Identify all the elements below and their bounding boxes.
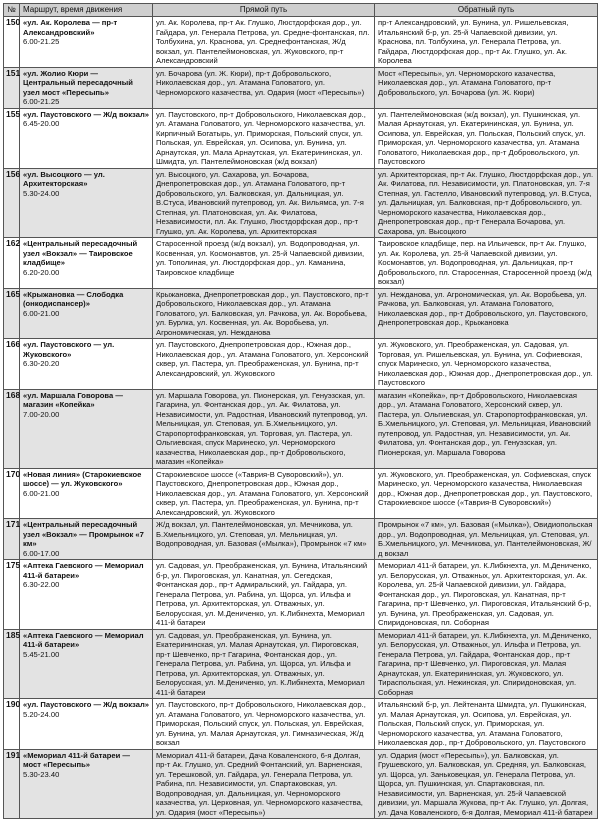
route-name: «Аптека Гаевского — Мемориал 411-й батареи» [23, 630, 144, 649]
route-number: 171 [4, 519, 20, 560]
route-cell [20, 108, 153, 168]
forward-path: ул. Высоцкого, ул. Сахарова, ул. Бочарова, Днепропетровская дор., ул. Атамана Головатого, пр-т Добровольского, ул. Балковская, ул. Дальницкая, ул. В.Стуса, Ивановский путепровод, ул. Ак. Вильямса, ул. 7-я Степная, ул. Платоновская, ул. Ак. Филатова, Независимости, пл. Ак. Глушко, Люстдорфская дор., пр-т Глушко, ул. Ак. Королева, ул. Архитекторская [153, 168, 375, 238]
back-path: магазин «Копейка», пр-т Добровольского, Николаевская дор., ул. Атамана Головатого, Херсонский сквер, ул. Пастера, ул. Ольгиевская, ул. Старопортофранковская, ул. Б.Хмельницкого, ул. Степовая, ул. Мельницкая, Ивановский путепровод, ул. Радостная, ул. Независимости, ул. Ак. Филатова, ул. Фонтанская дор., ул. Генуэзская, ул. Пионерская, ул. Маршала Говорова [375, 389, 598, 468]
route-number: 175 [4, 560, 20, 630]
route-name: «ул. Паустовского — Ж/д вокзал» [23, 109, 149, 119]
route-name: «Аптека Гаевского — Мемориал 411-й батареи» [23, 561, 144, 580]
route-number: 156 [4, 168, 20, 238]
route-time: 6.00-21.00 [23, 488, 60, 498]
route-time: 6.45-20.00 [23, 119, 60, 128]
forward-path: ул. Маршала Говорова, ул. Пионерская, ул. Генуэзская, ул. Гагарина, ул. Фонтанская дор., ул. Ак. Филатова, ул. Независимости, ул. Радостная, Ивановский путепровод, ул. Мельницкая, ул. Степовая, ул. Б.Хмельницкого, ул. Старопортофранковская, ул. Торговая, ул. Пастера, ул. Ольгиевская, спуск Маринеско, ул. Черноморского казачества, Николаевская дор., пр-т Добровольского, магазин «Копейка» [153, 389, 375, 468]
back-path: Мост «Пересыпь», ул. Черноморского казачества, Николаевская дор., ул. Атамана Головатого, пр-т Добровольского, ул. Бочарова (ул. Ж. Кюри) [375, 67, 598, 108]
header-forward: Прямой путь [153, 4, 375, 17]
route-time: 6.00-21.00 [23, 308, 60, 318]
route-time: 6.00-17.00 [23, 548, 60, 558]
table-row [4, 699, 598, 750]
table-body [4, 17, 598, 819]
table-row [4, 67, 598, 108]
route-cell [20, 629, 153, 699]
route-time: 6.30-22.00 [23, 580, 60, 589]
back-path: Итальянский б-р, ул. Лейтенанта Шмидта, ул. Пушкинская, ул. Малая Арнаутская, ул. Осипова, ул. Еврейская, ул. Польская, Польский спуск, ул. Приморская, ул. Черноморского казачества, ул. Атамана Головатого, Николаевская дор., пр-т Добровольского, ул. Паустовского [375, 699, 598, 750]
route-cell [20, 519, 153, 560]
forward-path: Старокиевское шоссе («Таврия-В Суворовский»), ул. Паустовского, Днепропетровская дор., Южная дор., Николаевская дор., ул. Атамана Головатого, ул. Херсонский сквер, ул. Пастера, ул. Преображенская, ул. Бунина, пр-т Александровский, ул. Жуковского [153, 468, 375, 519]
table-header-row [4, 4, 598, 17]
route-time: 5.45-21.00 [23, 649, 60, 659]
back-path: Промрынок «7 км», ул. Базовая («Мылка»), Овидиопольская дор., ул. Водопроводная, ул. Мельницкая, ул. Степовая, ул. Б.Хмельницкого, ул. Мечникова, ул. Пантелеймоновская, Ж/д вокзал [375, 519, 598, 560]
header-number: № [4, 4, 20, 17]
route-name: «Центральный пересадочный узел «Вокзал» — Промрынок «7 км» [23, 520, 144, 548]
route-time: 7.00-20.00 [23, 409, 60, 419]
route-name: «ул. Паустовского — ул. Жуковского» [23, 340, 115, 359]
route-number: 166 [4, 339, 20, 390]
route-cell [20, 560, 153, 630]
route-number: 170 [4, 468, 20, 519]
table-row [4, 168, 598, 238]
route-time: 6.00-21.25 [23, 97, 60, 106]
header-route: Маршрут, время движения [20, 4, 153, 17]
route-number: 168 [4, 389, 20, 468]
forward-path: ул. Ак. Королева, пр-т Ак. Глушко, Люстдорфская дор., ул. Гайдара, ул. Генерала Петрова, ул. Средне-фонтанская, пл. Толбухина, ул. Краснова, ул. Среднефонтанская, Ж/д вокзал, ул. Пантелеймоновская, ул. Жуковского, пр-т Александровский [153, 17, 375, 68]
forward-path: Мемориал 411-й батареи, Дача Коваленского, 6-я Долгая, пр-т Ак. Глушко, ул. Средний Фонтанский, ул. Варненская, ул. Терешковой, ул. Гайдара, ул. Генерала Петрова, ул. Рабина, пл. Независимости, ул. Спартаковская, ул. Водопроводная, ул. Дальницкая, ул. Черноморского казачества, ул. Церковная, ул. Черноморского казачества, ул. Одария (мост «Пересыпь») [153, 749, 375, 819]
table-row [4, 389, 598, 468]
route-number: 190 [4, 699, 20, 750]
table-row [4, 629, 598, 699]
back-path: Мемориал 411-й батареи, ул. К.Либкнехта, ул. М.Дениченко, ул. Белорусская, ул. Отважных, ул. Архитекторская, ул. Ак. Королева, ул. 25-й Чапаевской дивизии, ул. Гайдара, Фонтанская дор., ул. Пироговская, ул. Канатная, пр-т Гагарина, пр-т Шевченко, ул. Пироговская, Итальянский б-р, ул. Бунина, ул. Преображенская, ул. Садовая, ул. Спиридоновская, пл. Соборная [375, 560, 598, 630]
table-row [4, 519, 598, 560]
back-path: Таировское кладбище, пер. на Ильичевск, пр-т Ак. Глушко, ул. Ак. Королева, ул. 25-й Чапаевской дивизии, ул. Космонавтов, ул. Водопроводная, ул. Дальницкая, пр-т Добровольского, пл. Старосенная, Старосенной проезд (ж/д вокзал) [375, 238, 598, 289]
table-row [4, 339, 598, 390]
route-cell [20, 238, 153, 289]
forward-path: Крыжановка, Днепропетровская дор., ул. Паустовского, пр-т Добровольского, Николаевская дор., ул. Атамана Головатого, ул. Балковская, ул. Рачкова, ул. Ак. Воробьева, ул. Бурлка, ул. Косвенная, ул. Ак. Воробьева, ул. Агрономическая, ул. Нежданова [153, 288, 375, 339]
forward-path: Старосенной проезд (ж/д вокзал), ул. Водопроводная, ул. Косвенная, ул. Космонавтов, ул. 25-й Чапаевской дивизии, ул. Тополиная, ул. Люстдорфская дор., ул. Каманина, Таировское кладбище [153, 238, 375, 289]
route-cell [20, 468, 153, 519]
route-name: «ул. Жолио Кюри — Центральный пересадочный узел мост «Пересыпь» [23, 68, 133, 97]
back-path: ул. Одария (мост «Пересыпь»), ул. Балковская, ул. Грушевского, ул. Балковская, ул. Средняя, ул. Балковская, ул. Щорса, ул. Заньковецкая, ул. Генерала Петрова, ул. Щорса, ул. Пушкинская, ул. Спартаковская, пл. Независимости, ул. Варненская, ул. 25-й Чапаевской дивизии, ул. Маршала Жукова, пр-т Ак. Глушко, ул. Долгая, ул. Дача Коваленского, 6-я Долгая, Мемориал 411-й батареи [375, 749, 598, 819]
route-time: 6.00-21.25 [23, 37, 60, 46]
table-row [4, 17, 598, 68]
route-cell [20, 17, 153, 68]
route-cell [20, 749, 153, 819]
back-path: ул. Жуковского, ул. Преображенская, ул. Садовая, ул. Торговая, ул. Ришельевская, ул. Бунина, ул. Софиевская, спуск Маринеско, ул. Черноморского казачества, Николаевская дор., Южная дор., Днепропетровская дор., ул. Паустовского [375, 339, 598, 390]
route-name: «Центральный пересадочный узел «Вокзал» — Таировское кладбище» [23, 239, 138, 267]
back-path: Мемориал 411-й батареи, ул. К.Либкнехта, ул. М.Дениченко, ул. Белорусская, ул. Отважных, ул. Ильфа и Петрова, ул. Генерала Петрова, ул. Гайдара, Фонтанская дор., пр-т Гагарина, пр-т Шевченко, ул. Пироговская, ул. Малая Арнаутская, ул. Екатерининская, ул. Жуковского, ул. Тираспольская, ул. Нежинская, ул. Спиридоновская, ул. Соборная [375, 629, 598, 699]
table-row [4, 288, 598, 339]
table-row [4, 238, 598, 289]
route-number: 165 [4, 288, 20, 339]
forward-path: ул. Садовая, ул. Преображенская, ул. Бунина, ул. Екатерининская, ул. Малая Арнаутская, ул. Пироговская, пр-т Шевченко, пр-т Гагарина, Фонтанская дор., ул. Генерала Петрова, ул. Рабина, ул. Щорса, ул. Ильфа и Петрова, ул. Архитекторская, ул. Отважных, ул. Белорусская, ул. М.Дениченко, ул. К.Либкнехта, Мемориал 411-й батареи [153, 629, 375, 699]
table-row [4, 108, 598, 168]
route-number: 191 [4, 749, 20, 819]
route-time: 5.30-23.40 [23, 769, 60, 779]
table-row [4, 560, 598, 630]
route-cell [20, 67, 153, 108]
table-row [4, 468, 598, 519]
route-number: 150 [4, 17, 20, 68]
forward-path: ул. Садовая, ул. Преображенская, ул. Бунина, Итальянский б-р, ул. Пироговская, ул. Канатная, ул. Сегедская, Фонтанская дор., пр-т Адмиральский, ул. Гайдара, ул. Генерала Петрова, ул. Рабина, ул. Щорса, ул. Ильфа и Петрова, ул. Архитекторская, ул. Отважных, ул. Белорусская, ул. М.Дениченко, ул. К.Либкнехта, Мемориал 411-й батареи [153, 560, 375, 630]
table-row [4, 749, 598, 819]
forward-path: ул. Паустовского, пр-т Добровольского, Николаевская дор., ул. Атамана Головатого, ул. Черноморского казачества, ул. Кирпичный Богатырь, ул. Приморская, Польский спуск, ул. Польская, ул. Еврейская, ул. Осипова, ул. Бунина, ул. Арнаутская, ул. Мала Арнаутская, ул. Екатерининская, ул. Шмидта, ул. Пантелеймоновская (ж/д вокзал) [153, 108, 375, 168]
route-time: 5.20-24.00 [23, 709, 60, 719]
back-path: ул. Нежданова, ул. Агрономическая, ул. Ак. Воробьева, ул. Рачкова, ул. Балковская, ул. Атамана Головатого, Николаевская дор., пр-т Добровольского, ул. Паустовского, Днепропетровская дор., Крыжановка [375, 288, 598, 339]
back-path: ул. Жуковского, ул. Преображенская, ул. Софиевская, спуск Маринеско, ул. Черноморского казачества, Николаевская дор., Южная дор., Днепропетровская дор., ул. Паустовского, Старокиевское шоссе («Таврия-В Суворовский») [375, 468, 598, 519]
back-path: ул. Архитекторская, пр-т Ак. Глушко, Люстдорфская дор., ул. Ак. Филатова, пл. Независимости, ул. Платоновская, ул. 7-я Степная, ул. Гастелло, Ивановский путепровод, ул. В.Стуса, ул. Дальницкая, ул. Балковская, пр-т Добровольского, ул. Черноморского казачества, Николаевская дор., Днепропетровская дор., пр-т Генерала Бочарова, ул. Сахарова, ул. Высоцкого [375, 168, 598, 238]
route-name: «Новая линия» (Старокиевское шоссе) — ул. Жуковского» [23, 469, 142, 488]
route-name: «Крыжановка — Слободка (онкодиспансер)» [23, 289, 124, 308]
route-number: 155 [4, 108, 20, 168]
forward-path: ул. Паустовского, пр-т Добровольского, Николаевская дор., ул. Атамана Головатого, ул. Черноморского казачества, ул. Приморская, Польский спуск, ул. Польская, ул. Еврейская, ул. Бунина, ул. Малая Арнаутская, ул. Гимназическая, Ж/д вокзал [153, 699, 375, 750]
back-path: пр-т Александровский, ул. Бунина, ул. Ришельевская, Итальянский б-р, ул. 25-й Чапаевской дивизии, ул. Краснова, пл. Толбухина, ул. Генерала Петрова, ул. Гайдара, Люстдорфская дор., пр-т Ак. Глушко, ул. Ак. Королева [375, 17, 598, 68]
route-cell [20, 288, 153, 339]
route-number: 185 [4, 629, 20, 699]
route-number: 151 [4, 67, 20, 108]
forward-path: ул. Бочарова (ул. Ж. Кюри), пр-т Добровольского, Николаевская дор., ул. Атамана Головатого, ул. Черноморского казачества, ул. Одария (мост «Пересыпь») [153, 67, 375, 108]
route-cell [20, 339, 153, 390]
forward-path: ул. Паустовского, Днепропетровская дор., Южная дор., Николаевская дор., ул. Атамана Головатого, ул. Херсонский сквер, ул. Пастера, ул. Преображенская, ул. Бунина, пр-т Александровский, ул. Жуковского [153, 339, 375, 390]
route-name: «ул. Высоцкого — ул. Архитекторская» [23, 169, 105, 188]
back-path: ул. Пантелеймоновская (ж/д вокзал), ул. Пушкинская, ул. Малая Арнаутская, ул. Екатерининская, ул. Бунина, ул. Осипова, ул. Еврейская, ул. Польская, Польский спуск, ул. Приморская, ул. Черноморского казачества, ул. Атамана Головатого, Николаевская дор., пр-т Добровольского, ул. Паустовского [375, 108, 598, 168]
route-cell [20, 168, 153, 238]
route-time: 6.20-20.00 [23, 267, 60, 277]
forward-path: Ж/д вокзал, ул. Пантелеймоновская, ул. Мечникова, ул. Б.Хмельницкого, ул. Степовая, ул. Мельницкая, ул. Водопроводная, ул. Базовая («Мылка»), Промрынок «7 км» [153, 519, 375, 560]
route-name: «Мемориал 411-й батареи — мост «Пересыпь» [23, 750, 130, 769]
header-back: Обратный путь [375, 4, 598, 17]
route-number: 162 [4, 238, 20, 289]
route-cell [20, 389, 153, 468]
route-time: 6.30-20.20 [23, 359, 60, 368]
route-name: «ул. Ак. Королева — пр-т Александровский» [23, 18, 118, 37]
route-name: «ул. Паустовского — Ж/д вокзал» [23, 700, 149, 709]
route-table [3, 3, 598, 819]
route-cell [20, 699, 153, 750]
route-time: 5.30-24.00 [23, 188, 60, 198]
route-name: «ул. Маршала Говорова — магазин «Копейка» [23, 390, 123, 409]
